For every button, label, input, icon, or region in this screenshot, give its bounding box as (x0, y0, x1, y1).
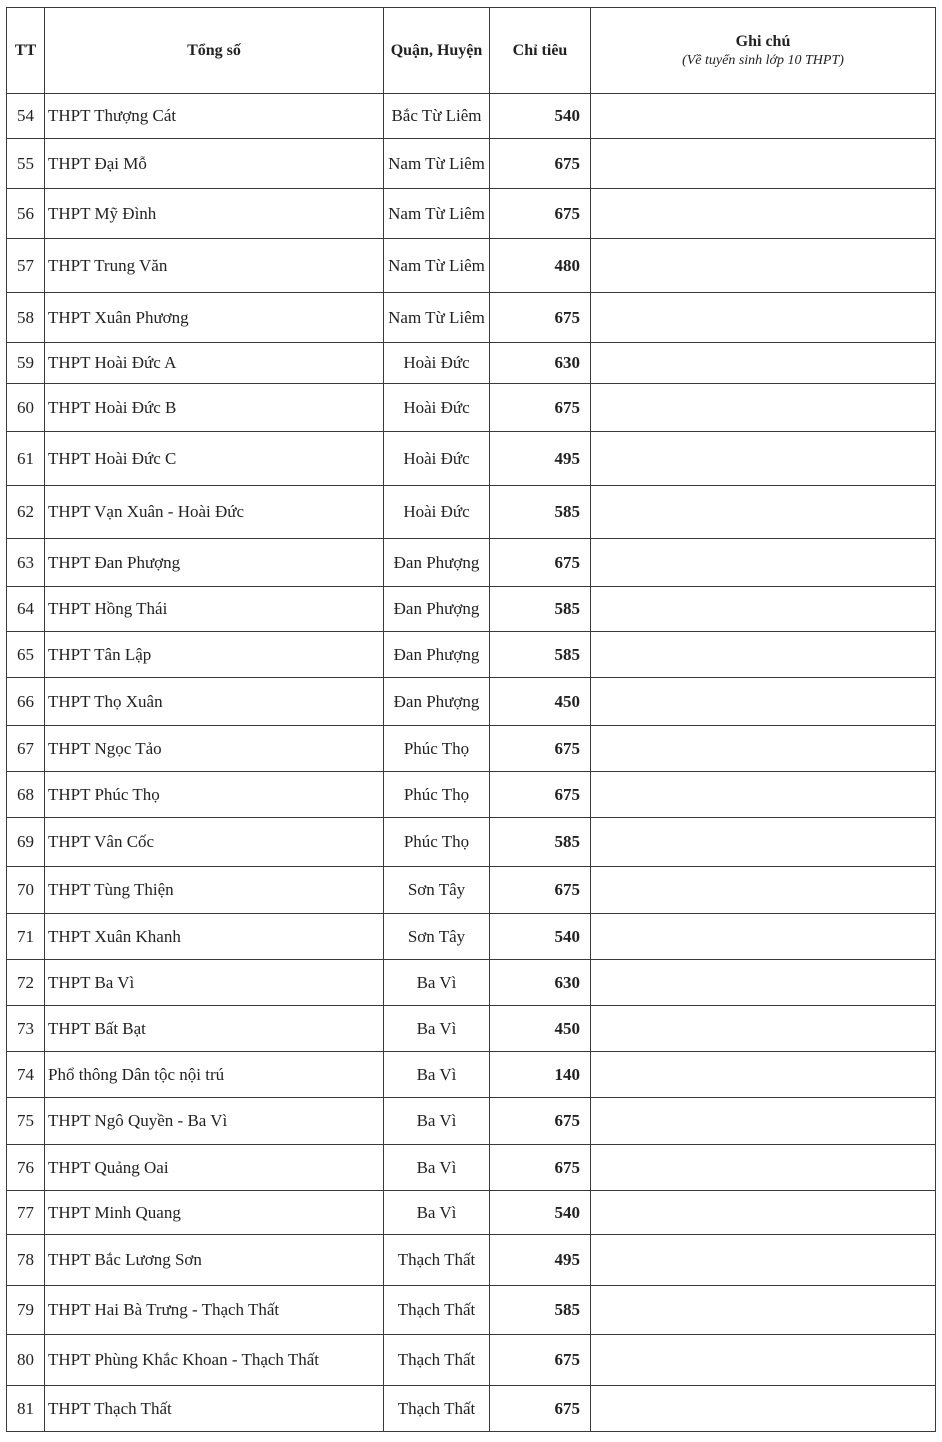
note-cell (591, 432, 936, 486)
school-name: THPT Minh Quang (45, 1191, 384, 1235)
quota-value: 495 (490, 432, 591, 486)
quota-value: 140 (490, 1052, 591, 1098)
district-name: Hoài Đức (384, 343, 490, 384)
row-number: 74 (7, 1052, 45, 1098)
row-number: 70 (7, 867, 45, 914)
table-row (7, 1286, 936, 1335)
quota-value: 675 (490, 772, 591, 818)
note-cell (591, 1006, 936, 1052)
table-row (7, 239, 936, 293)
school-quota-table (6, 7, 936, 1432)
district-name: Nam Từ Liêm (384, 139, 490, 189)
table-row (7, 1191, 936, 1235)
table-row (7, 1335, 936, 1386)
school-name: THPT Vạn Xuân - Hoài Đức (45, 486, 384, 539)
school-name: THPT Hai Bà Trưng - Thạch Thất (45, 1286, 384, 1335)
quota-value: 675 (490, 189, 591, 239)
note-cell (591, 239, 936, 293)
quota-value: 675 (490, 1335, 591, 1386)
header-note-main: Ghi chú (735, 32, 791, 50)
quota-value: 495 (490, 1235, 591, 1286)
note-cell (591, 1191, 936, 1235)
header-note-sub: (Về tuyển sinh lớp 10 THPT) (682, 52, 844, 68)
note-cell (591, 1145, 936, 1191)
district-name: Phúc Thọ (384, 726, 490, 772)
table-row (7, 772, 936, 818)
district-name: Nam Từ Liêm (384, 293, 490, 343)
note-cell (591, 726, 936, 772)
school-name: THPT Thọ Xuân (45, 678, 384, 726)
table-row (7, 343, 936, 384)
note-cell (591, 486, 936, 539)
school-name: THPT Hoài Đức B (45, 384, 384, 432)
school-name: THPT Phùng Khắc Khoan - Thạch Thất (45, 1335, 384, 1386)
district-name: Nam Từ Liêm (384, 239, 490, 293)
district-name: Hoài Đức (384, 486, 490, 539)
header-tt: TT (7, 8, 45, 94)
quota-value: 675 (490, 384, 591, 432)
table-row (7, 139, 936, 189)
row-number: 71 (7, 914, 45, 960)
note-cell (591, 867, 936, 914)
note-cell (591, 293, 936, 343)
school-name: THPT Tân Lập (45, 632, 384, 678)
row-number: 60 (7, 384, 45, 432)
quota-value: 675 (490, 139, 591, 189)
district-name: Sơn Tây (384, 867, 490, 914)
table-row (7, 960, 936, 1006)
note-cell (591, 914, 936, 960)
quota-value: 675 (490, 1098, 591, 1145)
table-row (7, 726, 936, 772)
district-name: Phúc Thọ (384, 772, 490, 818)
row-number: 64 (7, 587, 45, 632)
header-note (591, 8, 936, 94)
school-name: THPT Xuân Khanh (45, 914, 384, 960)
district-name: Đan Phượng (384, 587, 490, 632)
school-name: THPT Hoài Đức C (45, 432, 384, 486)
header-district: Quận, Huyện (384, 8, 490, 94)
district-name: Đan Phượng (384, 539, 490, 587)
quota-value: 540 (490, 94, 591, 139)
table-row (7, 486, 936, 539)
district-name: Ba Vì (384, 1191, 490, 1235)
note-cell (591, 94, 936, 139)
school-name: THPT Bất Bạt (45, 1006, 384, 1052)
school-name: THPT Trung Văn (45, 239, 384, 293)
note-cell (591, 539, 936, 587)
quota-value: 675 (490, 867, 591, 914)
quota-value: 585 (490, 632, 591, 678)
row-number: 56 (7, 189, 45, 239)
district-name: Đan Phượng (384, 632, 490, 678)
row-number: 59 (7, 343, 45, 384)
district-name: Phúc Thọ (384, 818, 490, 867)
quota-value: 450 (490, 678, 591, 726)
quota-value: 585 (490, 818, 591, 867)
table-row (7, 293, 936, 343)
note-cell (591, 1386, 936, 1432)
note-cell (591, 632, 936, 678)
row-number: 79 (7, 1286, 45, 1335)
school-name: THPT Vân Cốc (45, 818, 384, 867)
row-number: 72 (7, 960, 45, 1006)
school-name: THPT Đại Mỗ (45, 139, 384, 189)
district-name: Hoài Đức (384, 432, 490, 486)
school-name: THPT Hoài Đức A (45, 343, 384, 384)
school-name: THPT Bắc Lương Sơn (45, 1235, 384, 1286)
row-number: 55 (7, 139, 45, 189)
table-row (7, 1235, 936, 1286)
row-number: 77 (7, 1191, 45, 1235)
school-name: THPT Xuân Phương (45, 293, 384, 343)
school-name: Phổ thông Dân tộc nội trú (45, 1052, 384, 1098)
quota-value: 585 (490, 486, 591, 539)
table-row (7, 384, 936, 432)
quota-value: 675 (490, 293, 591, 343)
district-name: Thạch Thất (384, 1386, 490, 1432)
school-name: THPT Thạch Thất (45, 1386, 384, 1432)
quota-value: 585 (490, 587, 591, 632)
row-number: 76 (7, 1145, 45, 1191)
district-name: Ba Vì (384, 1052, 490, 1098)
quota-value: 540 (490, 1191, 591, 1235)
row-number: 80 (7, 1335, 45, 1386)
table-row (7, 1145, 936, 1191)
row-number: 68 (7, 772, 45, 818)
table-row (7, 587, 936, 632)
note-cell (591, 343, 936, 384)
district-name: Nam Từ Liêm (384, 189, 490, 239)
table-row (7, 818, 936, 867)
school-name: THPT Phúc Thọ (45, 772, 384, 818)
table-row (7, 632, 936, 678)
table-row (7, 914, 936, 960)
note-cell (591, 1052, 936, 1098)
school-name: THPT Thượng Cát (45, 94, 384, 139)
header-quota: Chỉ tiêu (490, 8, 591, 94)
school-name: THPT Mỹ Đình (45, 189, 384, 239)
district-name: Hoài Đức (384, 384, 490, 432)
district-name: Ba Vì (384, 960, 490, 1006)
note-cell (591, 818, 936, 867)
district-name: Bắc Từ Liêm (384, 94, 490, 139)
note-cell (591, 189, 936, 239)
table-header-row (7, 8, 936, 94)
row-number: 57 (7, 239, 45, 293)
note-cell (591, 1098, 936, 1145)
district-name: Ba Vì (384, 1006, 490, 1052)
note-cell (591, 139, 936, 189)
note-cell (591, 772, 936, 818)
school-name: THPT Ngô Quyền - Ba Vì (45, 1098, 384, 1145)
note-cell (591, 384, 936, 432)
row-number: 73 (7, 1006, 45, 1052)
row-number: 63 (7, 539, 45, 587)
table-row (7, 1052, 936, 1098)
note-cell (591, 1286, 936, 1335)
quota-value: 675 (490, 1386, 591, 1432)
row-number: 54 (7, 94, 45, 139)
row-number: 58 (7, 293, 45, 343)
table-row (7, 1386, 936, 1432)
district-name: Sơn Tây (384, 914, 490, 960)
note-cell (591, 960, 936, 1006)
school-name: THPT Ngọc Tảo (45, 726, 384, 772)
quota-value: 540 (490, 914, 591, 960)
table-body (7, 94, 936, 1432)
district-name: Thạch Thất (384, 1235, 490, 1286)
row-number: 78 (7, 1235, 45, 1286)
table-row (7, 189, 936, 239)
quota-value: 450 (490, 1006, 591, 1052)
row-number: 65 (7, 632, 45, 678)
table-row (7, 867, 936, 914)
quota-value: 630 (490, 960, 591, 1006)
district-name: Thạch Thất (384, 1286, 490, 1335)
row-number: 67 (7, 726, 45, 772)
row-number: 62 (7, 486, 45, 539)
school-name: THPT Hồng Thái (45, 587, 384, 632)
note-cell (591, 678, 936, 726)
school-name: THPT Quảng Oai (45, 1145, 384, 1191)
row-number: 75 (7, 1098, 45, 1145)
row-number: 69 (7, 818, 45, 867)
note-cell (591, 587, 936, 632)
row-number: 81 (7, 1386, 45, 1432)
school-name: THPT Đan Phượng (45, 539, 384, 587)
quota-value: 675 (490, 726, 591, 772)
district-name: Thạch Thất (384, 1335, 490, 1386)
note-cell (591, 1235, 936, 1286)
school-name: THPT Tùng Thiện (45, 867, 384, 914)
header-name: Tổng số (45, 8, 384, 94)
table-row (7, 539, 936, 587)
table-row (7, 1006, 936, 1052)
quota-value: 675 (490, 539, 591, 587)
table-row (7, 1098, 936, 1145)
district-name: Ba Vì (384, 1098, 490, 1145)
table-row (7, 432, 936, 486)
district-name: Đan Phượng (384, 678, 490, 726)
school-name: THPT Ba Vì (45, 960, 384, 1006)
quota-value: 480 (490, 239, 591, 293)
district-name: Ba Vì (384, 1145, 490, 1191)
quota-value: 675 (490, 1145, 591, 1191)
table-row (7, 678, 936, 726)
row-number: 61 (7, 432, 45, 486)
note-cell (591, 1335, 936, 1386)
table-row (7, 94, 936, 139)
row-number: 66 (7, 678, 45, 726)
quota-value: 630 (490, 343, 591, 384)
quota-value: 585 (490, 1286, 591, 1335)
